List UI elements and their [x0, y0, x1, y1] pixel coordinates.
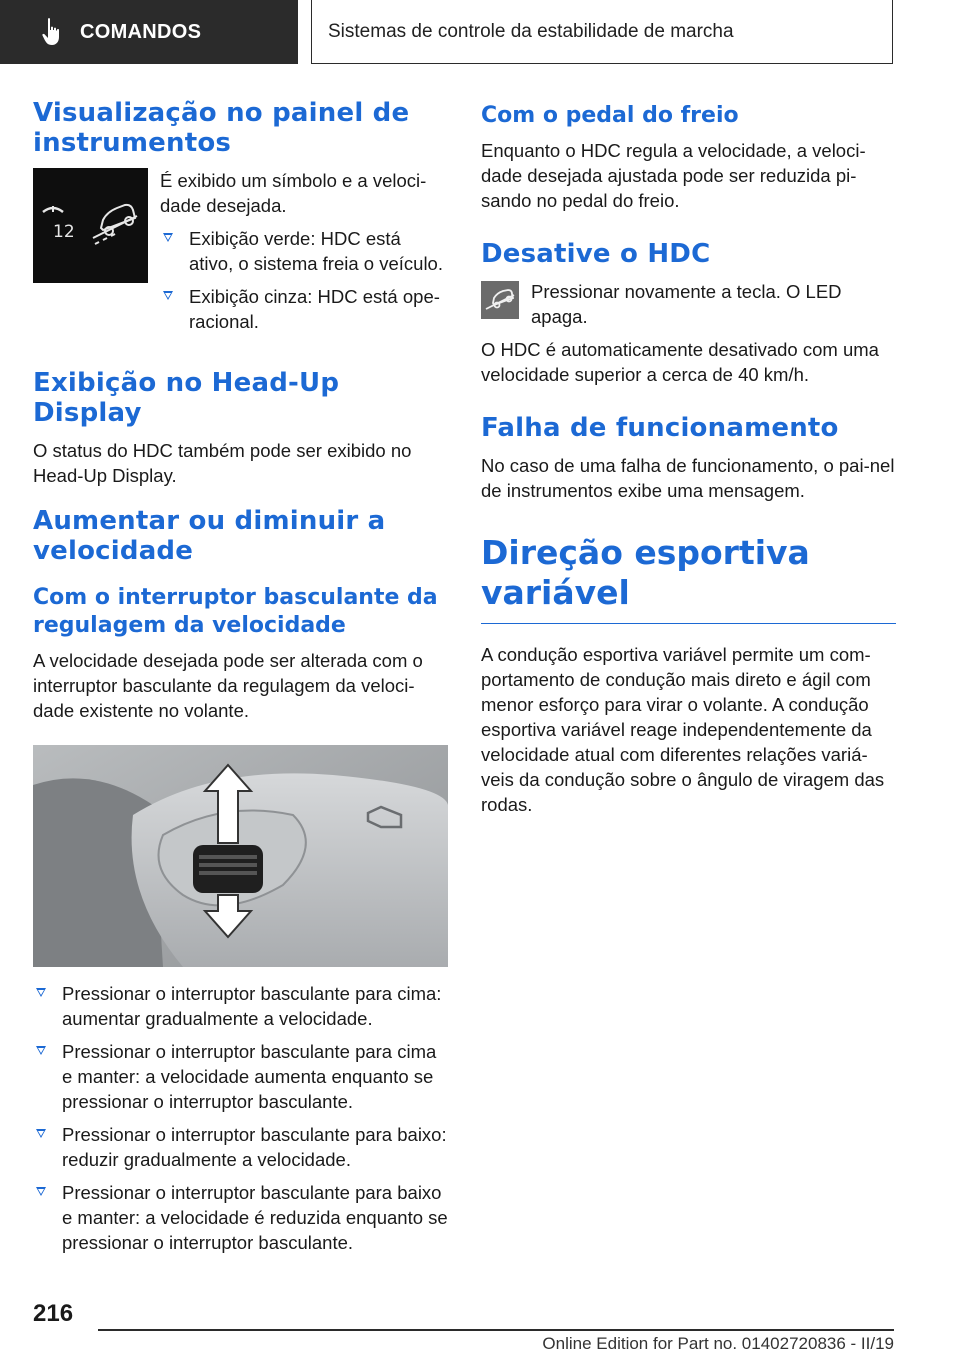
- bullet-triangle-icon: [36, 1187, 46, 1196]
- heading-speed-adjust: Aumentar ou diminuir a velocidade: [33, 506, 386, 566]
- paragraph: No caso de uma falha de funcionamento, o pai-nel de instrumentos exibe uma mensagem.: [481, 455, 895, 501]
- instrument-display-figure: [33, 168, 448, 342]
- hand-pointer-icon: [40, 17, 64, 47]
- footer-divider: [98, 1329, 894, 1331]
- heading-deactivate-hdc: Desative o HDC: [481, 239, 711, 269]
- bullet-triangle-icon: [163, 291, 173, 300]
- heading-variable-sport-steering: Direção esportiva variável: [481, 533, 896, 624]
- hdc-button-row: [481, 279, 896, 329]
- footer-edition: Online Edition for Part no. 01402720836 - II/19: [542, 1334, 894, 1353]
- heading-head-up-display: Exibição no Head-Up Display: [33, 368, 340, 428]
- paragraph: É exibido um símbolo e a veloci-dade desejada.: [160, 170, 427, 216]
- heading-instrument-display: Visualização no painel de instrumentos: [33, 98, 410, 158]
- instrument-display-text: [160, 168, 448, 342]
- hdc-button-icon: [481, 281, 519, 319]
- heading-brake-pedal: Com o pedal do freio: [481, 103, 739, 128]
- paragraph: O status do HDC também pode ser exibido no Head-Up Display.: [33, 440, 412, 486]
- right-column: [481, 102, 896, 817]
- paragraph: A velocidade desejada pode ser alterada com o interruptor basculante da regulagem da veloci-dade existente no volante.: [33, 650, 423, 721]
- bullet-triangle-icon: [36, 1129, 46, 1138]
- steering-wheel-rocker-image: [33, 745, 448, 967]
- chapter-title: Sistemas de controle da estabilidade de marcha: [328, 20, 734, 42]
- display-status-list: [160, 226, 448, 334]
- list-item: Pressionar o interruptor basculante para baixo e manter: a velocidade é reduzida enquanto se pressionar o interruptor basculante.: [33, 1180, 448, 1255]
- instrument-cluster-image: [33, 168, 148, 283]
- header-section-tab: [0, 0, 298, 64]
- list-item: Pressionar o interruptor basculante para baixo: reduzir gradualmente a velocidade.: [33, 1122, 448, 1172]
- bullet-triangle-icon: [36, 1046, 46, 1055]
- paragraph: O HDC é automaticamente desativado com uma velocidade superior a cerca de 40 km/h.: [481, 339, 879, 385]
- bullet-triangle-icon: [163, 233, 173, 242]
- paragraph: Pressionar novamente a tecla. O LED apaga.: [531, 281, 842, 327]
- cluster-speed-value: 12: [53, 222, 75, 242]
- heading-malfunction: Falha de funcionamento: [481, 413, 839, 443]
- page-number: 216: [33, 1300, 74, 1327]
- paragraph: A condução esportiva variável permite um com-portamento de condução mais direto e ágil com menor esforço para virar o volante. A condução esportiva variável reage independentemente da velocidade atual com diferentes relações variá-veis da condução sobre o ângulo de viragem das rodas.: [481, 644, 885, 815]
- chapter-header: [311, 0, 893, 64]
- rocker-switch-list: [33, 981, 448, 1255]
- list-item: Pressionar o interruptor basculante para cima: aumentar gradualmente a velocidade.: [33, 981, 448, 1031]
- section-title: COMANDOS: [80, 20, 202, 43]
- list-item: Exibição verde: HDC está ativo, o sistema freia o veículo.: [160, 226, 448, 276]
- bullet-triangle-icon: [36, 988, 46, 997]
- paragraph: Enquanto o HDC regula a velocidade, a veloci-dade desejada ajustada pode ser reduzida pi-sando no pedal do freio.: [481, 140, 866, 211]
- left-column: [33, 98, 448, 1263]
- list-item: Pressionar o interruptor basculante para cima e manter: a velocidade aumenta enquanto se pressionar o interruptor basculante.: [33, 1039, 448, 1114]
- heading-rocker-switch: Com o interruptor basculante da regulagem da velocidade: [33, 585, 438, 638]
- list-item: Exibição cinza: HDC está ope-racional.: [160, 284, 448, 334]
